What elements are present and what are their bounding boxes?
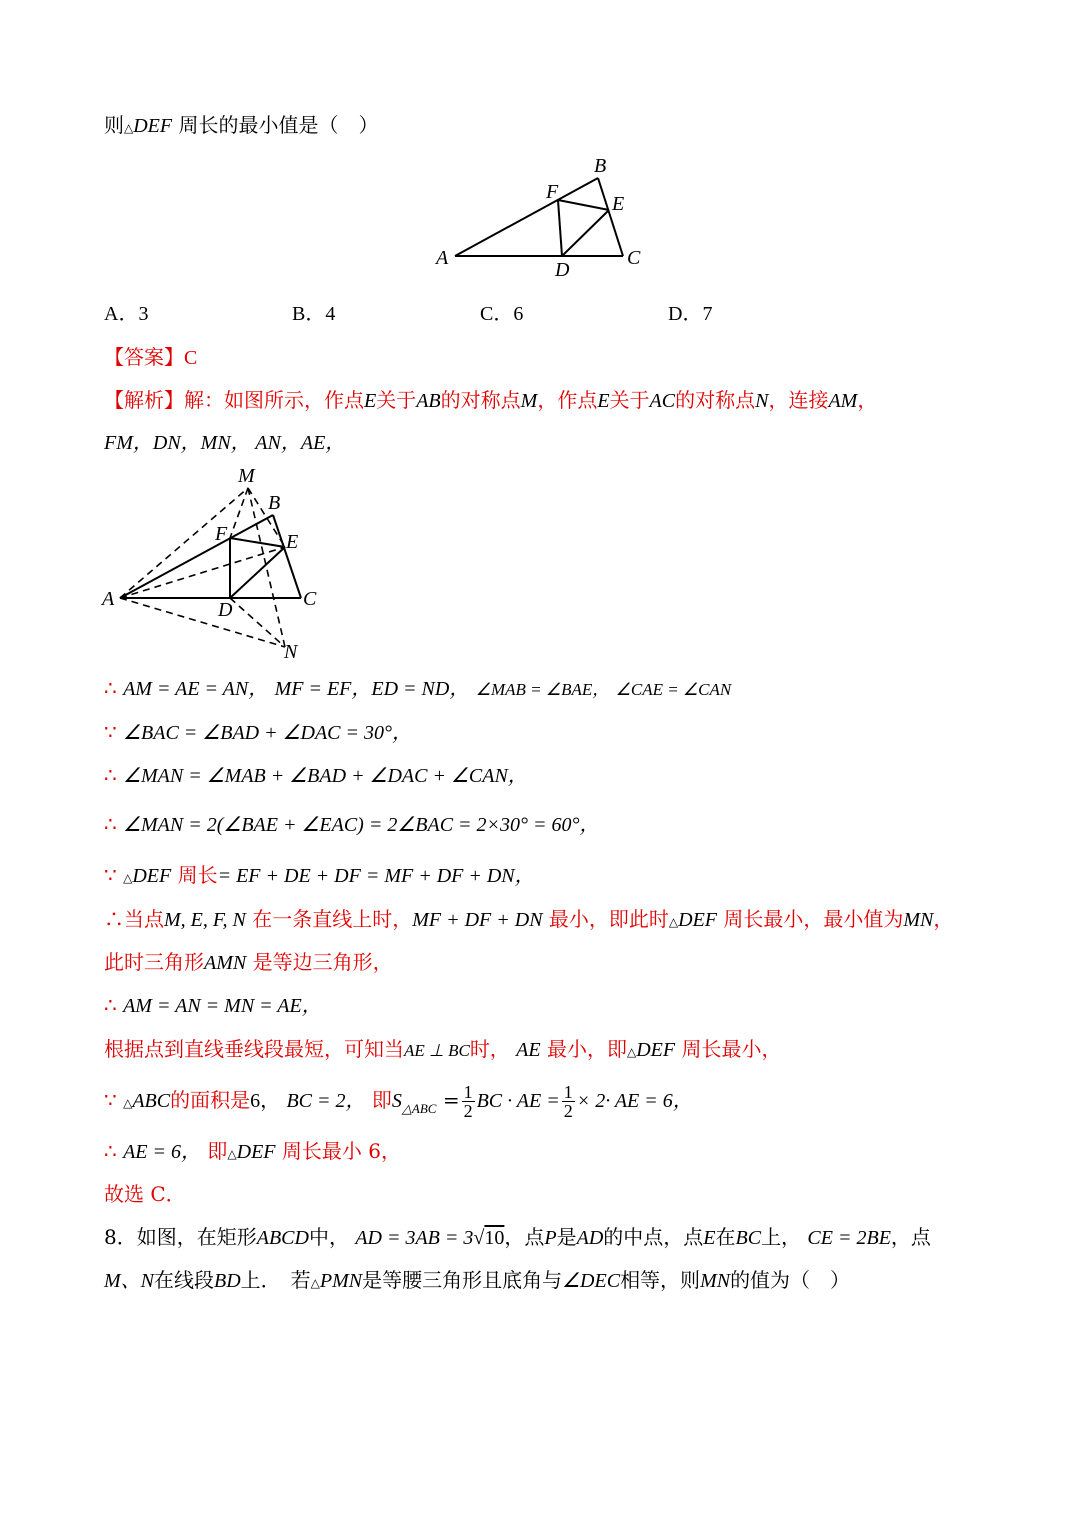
step-9 — [104, 1035, 781, 1066]
math-span: BC — [735, 1227, 762, 1249]
text-span: 上． 若 — [240, 1268, 311, 1292]
step-1 — [104, 674, 731, 704]
text-span: 即 — [207, 1139, 228, 1163]
fig1-label-f: F — [546, 181, 559, 203]
fig1-label-d: D — [555, 259, 570, 281]
text-span: 当点 — [124, 907, 164, 931]
math-span: AE ⊥ BC — [404, 1041, 470, 1060]
answer-tag: 【答案】 — [104, 345, 184, 369]
text-span: 的对称点 — [675, 388, 756, 412]
text-span: 时， — [469, 1037, 510, 1061]
step-12: 故选 C． — [104, 1182, 186, 1206]
figure-triangle-def — [430, 150, 660, 285]
subscript: △ABC — [401, 1101, 437, 1116]
math-span: AE = 6， — [123, 1141, 202, 1163]
math-span: M、N — [104, 1270, 154, 1292]
math-span: 6， — [250, 1090, 281, 1112]
text-span: 是 — [556, 1225, 577, 1249]
text-span: 根据点到直线垂线段最短，可知当 — [104, 1037, 404, 1061]
fig2-label-d: D — [218, 599, 233, 621]
text-span: ，点 — [504, 1225, 545, 1249]
option-c[interactable]: C．6 — [480, 303, 524, 325]
math-span: MN — [700, 1270, 731, 1292]
therefore-symbol: ∴ — [104, 676, 117, 700]
text-span: 的对称点 — [440, 388, 521, 412]
text-span: 在 — [715, 1225, 736, 1249]
text-span: 周长最小 6， — [281, 1139, 401, 1163]
next-question-line-2 — [104, 1266, 850, 1297]
triangle-symbol: △ — [310, 1276, 320, 1290]
fig2-label-m: M — [238, 465, 255, 487]
text-span: ，作点 — [537, 388, 598, 412]
fig2-label-n: N — [284, 641, 298, 663]
math-span: DEF — [678, 909, 718, 931]
text-span: 周长最小，最小值为 — [723, 907, 904, 931]
math-n: N — [755, 390, 769, 412]
text-span: 在一条直线上时， — [252, 907, 413, 931]
because-symbol: ∵ — [104, 720, 117, 744]
text-span: ，点 — [890, 1225, 931, 1249]
math-span: AM = AN = MN = AE， — [123, 995, 322, 1017]
text-span: 即 — [371, 1088, 392, 1112]
step-10 — [104, 1080, 693, 1129]
option-a[interactable]: A．3 — [104, 303, 149, 325]
step-7 — [104, 948, 393, 977]
text-span: 上， — [761, 1225, 802, 1249]
text-span: 最小，即 — [546, 1037, 627, 1061]
fig2-label-e: E — [286, 531, 299, 553]
triangle-symbol: △ — [123, 871, 133, 885]
math-span: ∠BAC = ∠BAD + ∠DAC = 30°， — [123, 722, 413, 744]
text-span: 周长最小， — [681, 1037, 782, 1061]
math-ab: AB — [416, 390, 441, 412]
math-span: AM = AE = AN， — [123, 678, 269, 700]
fig1-label-e: E — [612, 193, 625, 215]
text-span: 是等边三角形， — [252, 950, 393, 974]
text-span: 的值为（ ） — [730, 1268, 851, 1292]
math-span: S — [391, 1090, 402, 1112]
answer-line — [104, 343, 197, 372]
therefore-symbol: ∴ — [104, 763, 117, 787]
fraction-numerator: 1 — [563, 1082, 573, 1102]
therefore-symbol: ∴ — [104, 907, 124, 931]
answer-value: C — [184, 347, 198, 369]
math-span: = EF + DE + DF = MF + DF + DN， — [217, 865, 535, 887]
text-span: 8．如图，在矩形 — [104, 1225, 257, 1249]
therefore-symbol: ∴ — [104, 812, 117, 836]
triangle-symbol: △ — [626, 1045, 637, 1059]
next-question-line-1 — [104, 1223, 931, 1252]
step-5 — [104, 861, 535, 892]
text-span: 是等腰三角形且底角与 — [362, 1268, 563, 1292]
math-m: M — [520, 390, 538, 412]
step-6 — [104, 905, 953, 936]
text-span: 解：如图所示，作点 — [184, 388, 364, 412]
triangle-name: DEF — [133, 115, 173, 137]
triangle-symbol: △ — [123, 1096, 133, 1110]
math-span: E — [703, 1227, 716, 1249]
step-3 — [104, 761, 528, 790]
therefore-symbol: ∴ — [104, 1139, 117, 1163]
math-e: E — [364, 390, 377, 412]
math-span: P — [544, 1227, 557, 1249]
question-stem — [104, 111, 378, 142]
stem-suffix: 周长的最小值是（ ） — [178, 113, 379, 137]
math-span: MF = EF，ED = ND， — [274, 678, 470, 700]
fraction-numerator: 1 — [463, 1082, 473, 1102]
text-span: 相等，则 — [620, 1268, 701, 1292]
fraction-denominator: 2 — [463, 1101, 473, 1121]
math-span: ABC — [132, 1090, 171, 1112]
stem-prefix: 则 — [104, 113, 124, 137]
step-2 — [104, 718, 412, 747]
math-span: AD — [576, 1227, 604, 1249]
triangle-symbol: △ — [227, 1147, 237, 1161]
text-span: ，连接 — [768, 388, 829, 412]
text-span: 的面积是 — [170, 1088, 251, 1112]
fig1-label-a: A — [436, 247, 449, 269]
text-span: 关于 — [376, 388, 417, 412]
fig2-label-f: F — [215, 523, 228, 545]
math-span: AD = 3AB = 3 — [355, 1227, 474, 1249]
math-span: BC = 2， — [286, 1090, 366, 1112]
therefore-symbol: ∴ — [104, 993, 117, 1017]
math-span: PMN — [319, 1270, 363, 1292]
option-d[interactable]: D．7 — [668, 303, 713, 325]
option-b[interactable]: B．4 — [292, 303, 336, 325]
math-span: AMN — [204, 952, 247, 974]
math-span: DEF — [132, 865, 172, 887]
math-ac: AC — [649, 390, 676, 412]
math-span: ∠MAB = ∠BAE， — [475, 680, 610, 699]
math-span: = — [442, 1088, 460, 1112]
fig2-label-a: A — [102, 588, 115, 610]
math-span: M, E, F, N — [164, 909, 246, 931]
fraction-half-1 — [462, 1083, 475, 1120]
fig1-label-b: B — [594, 155, 607, 177]
math-span: BD — [214, 1270, 241, 1292]
triangle-symbol: △ — [124, 121, 134, 135]
math-span: MF + DF + DN — [412, 909, 543, 931]
analysis-line-2: FM，DN，MN， AN，AE， — [104, 432, 346, 454]
fig2-label-c: C — [303, 588, 317, 610]
math-span: ∠CAE = ∠CAN — [615, 680, 732, 699]
fig2-label-b: B — [268, 492, 281, 514]
text-span: 此时三角形 — [104, 950, 204, 974]
sqrt-symbol: √ — [473, 1227, 485, 1249]
math-span: 10 — [484, 1227, 505, 1249]
text-span: ， — [857, 388, 878, 412]
step-8 — [104, 991, 322, 1020]
because-symbol: ∵ — [104, 1088, 117, 1112]
text-span: 周长 — [177, 863, 218, 887]
fig1-label-c: C — [627, 247, 641, 269]
math-e: E — [597, 390, 610, 412]
math-span: AE — [516, 1039, 541, 1061]
because-symbol: ∵ — [104, 863, 117, 887]
triangle-symbol: △ — [668, 915, 679, 929]
text-span: 的中点，点 — [603, 1225, 704, 1249]
text-span: 最小，即此时 — [548, 907, 669, 931]
math-span: × 2· AE = 6， — [576, 1090, 693, 1112]
text-span: 在线段 — [154, 1268, 214, 1292]
text-span: 关于 — [609, 388, 650, 412]
fraction-denominator: 2 — [563, 1101, 573, 1121]
step-4 — [104, 810, 600, 839]
math-span: CE = 2BE — [807, 1227, 891, 1249]
math-span: ∠MAN = 2(∠BAE + ∠EAC) = 2∠BAC = 2×30° = 60°， — [123, 814, 600, 836]
step-11 — [104, 1137, 401, 1168]
math-span: ABCD — [256, 1227, 309, 1249]
math-span: DEF — [636, 1039, 676, 1061]
analysis-tag: 【解析】 — [104, 388, 184, 412]
text-span: 中， — [308, 1225, 349, 1249]
fraction-half-2 — [562, 1083, 575, 1120]
figure-reflection-construction — [98, 460, 338, 665]
math-am: AM — [828, 390, 858, 412]
math-span: ∠DEC — [562, 1270, 621, 1292]
math-span: DEF — [236, 1141, 276, 1163]
math-span: ∠MAN = ∠MAB + ∠BAD + ∠DAC + ∠CAN， — [123, 765, 528, 787]
math-span: MN — [903, 909, 934, 931]
text-span: ， — [933, 907, 954, 931]
math-span: BC · AE = — [476, 1090, 560, 1112]
analysis-line-1 — [104, 386, 877, 415]
